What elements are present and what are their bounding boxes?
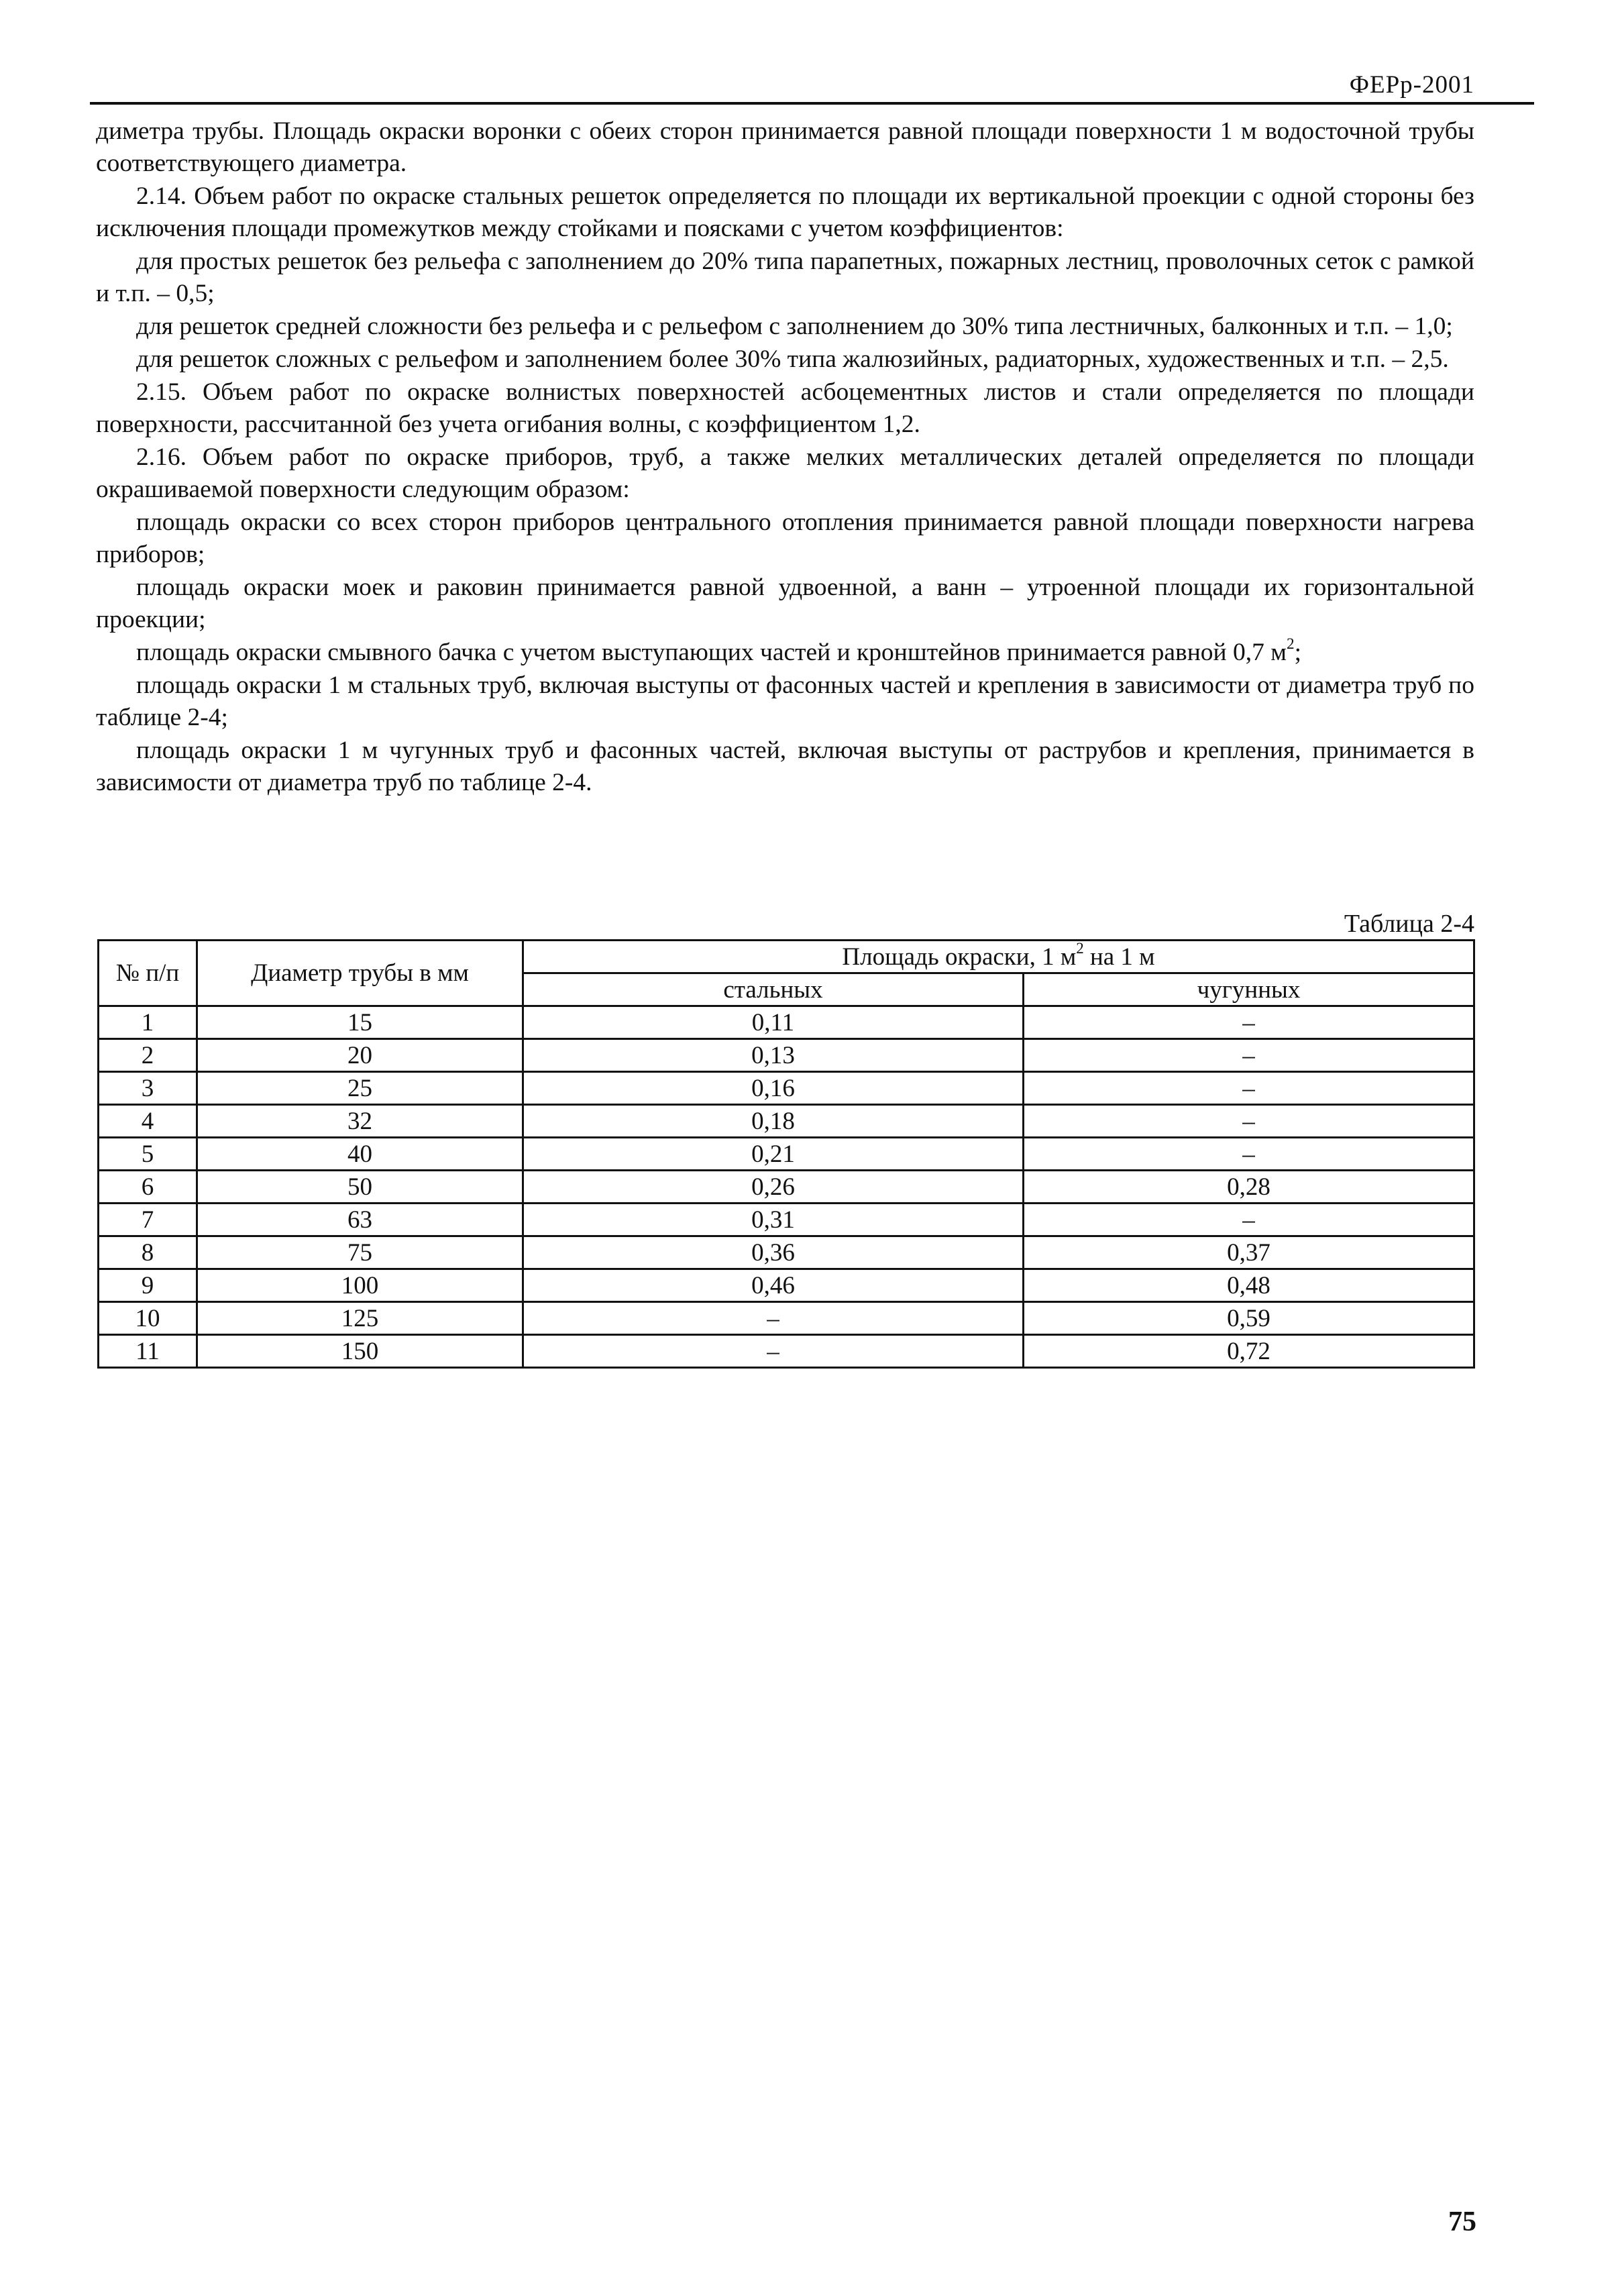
paragraph [96, 115, 1474, 180]
paint-area-table [97, 939, 1475, 1369]
cell-steel: 0,11 [523, 1006, 1024, 1039]
table-row [99, 1335, 1474, 1368]
paragraph-text: диметра трубы. Площадь окраски воронки с обеих сторон принимается равной площади поверхности 1 м водосточной трубы соответствующего диаметра. [96, 117, 1474, 177]
body-text [96, 115, 1474, 800]
cell-cast-iron: 0,59 [1024, 1302, 1474, 1335]
table-row [99, 1006, 1474, 1039]
cell-number: 7 [99, 1204, 197, 1236]
cell-cast-iron: 0,37 [1024, 1236, 1474, 1269]
cell-number: 8 [99, 1236, 197, 1269]
paragraph-text: 2.15. Объем работ по окраске волнистых поверхностей асбоцементных листов и стали определяется по площади поверхности, рассчитанной без учета огибания волны, с коэффициентом 1,2. [96, 378, 1474, 438]
paragraph-text: для решеток средней сложности без рельефа и с рельефом с заполнением до 30% типа лестничных, балконных и т.п. – 1,0; [136, 313, 1453, 340]
col-header-cast-iron: чугунных [1024, 973, 1474, 1006]
table-caption: Таблица 2-4 [1344, 910, 1474, 938]
cell-diameter: 100 [197, 1269, 523, 1302]
cell-number: 3 [99, 1072, 197, 1105]
header-rule [90, 102, 1534, 105]
cell-diameter: 40 [197, 1138, 523, 1171]
paragraph-text: для решеток сложных с рельефом и заполнением более 30% типа жалюзийных, радиаторных, художественных и т.п. – 2,5. [136, 345, 1449, 373]
cell-diameter: 25 [197, 1072, 523, 1105]
paint-area-sup: 2 [1076, 939, 1084, 957]
cell-cast-iron: 0,28 [1024, 1171, 1474, 1204]
cell-diameter: 15 [197, 1006, 523, 1039]
paragraph [96, 735, 1474, 799]
cell-diameter: 20 [197, 1039, 523, 1072]
col-header-number: № п/п [99, 941, 197, 1006]
table-row [99, 1269, 1474, 1302]
cell-number: 11 [99, 1335, 197, 1368]
paragraph-text: 2.14. Объем работ по окраске стальных решеток определяется по площади их вертикальной проекции с одной стороны без исключения площади промежутков между стойками и поясками с учетом коэффициентов: [96, 182, 1474, 242]
cell-steel: 0,16 [523, 1072, 1024, 1105]
cell-number: 9 [99, 1269, 197, 1302]
cell-cast-iron: – [1024, 1138, 1474, 1171]
cell-steel: 0,21 [523, 1138, 1024, 1171]
cell-steel: 0,31 [523, 1204, 1024, 1236]
cell-diameter: 50 [197, 1171, 523, 1204]
paint-area-suffix: на 1 м [1083, 943, 1155, 971]
cell-cast-iron: – [1024, 1204, 1474, 1236]
cell-steel: – [523, 1335, 1024, 1368]
paragraph-text: площадь окраски 1 м стальных труб, включая выступы от фасонных частей и крепления в зависимости от диаметра труб по таблице 2-4; [96, 672, 1474, 731]
cell-cast-iron: – [1024, 1072, 1474, 1105]
cell-number: 2 [99, 1039, 197, 1072]
paint-area-prefix: Площадь окраски, 1 м [842, 943, 1077, 971]
table-body [99, 1006, 1474, 1368]
paragraph [96, 376, 1474, 441]
paragraph-text: площадь окраски смывного бачка с учетом выступающих частей и кронштейнов принимается равной 0,7 м [136, 639, 1287, 666]
table-row [99, 1236, 1474, 1269]
cell-number: 1 [99, 1006, 197, 1039]
paragraph [96, 441, 1474, 506]
paragraph [96, 637, 1474, 669]
document-code: ФЕРр-2001 [1349, 71, 1474, 99]
paragraph-text: площадь окраски со всех сторон приборов центрального отопления принимается равной площади поверхности нагрева приборов; [96, 509, 1474, 568]
paragraph [96, 246, 1474, 310]
cell-diameter: 63 [197, 1204, 523, 1236]
cell-steel: 0,26 [523, 1171, 1024, 1204]
paragraph [96, 506, 1474, 571]
cell-cast-iron: – [1024, 1039, 1474, 1072]
cell-number: 10 [99, 1302, 197, 1335]
col-header-diameter: Диаметр трубы в мм [197, 941, 523, 1006]
cell-number: 5 [99, 1138, 197, 1171]
cell-diameter: 150 [197, 1335, 523, 1368]
cell-number: 4 [99, 1105, 197, 1138]
table-row [99, 1138, 1474, 1171]
page-number: 75 [1448, 2206, 1476, 2237]
table-row [99, 1105, 1474, 1138]
paragraph [96, 670, 1474, 734]
paragraph [96, 180, 1474, 245]
cell-cast-iron: – [1024, 1006, 1474, 1039]
paragraph [96, 343, 1474, 376]
paragraph-text: площадь окраски моек и раковин принимается равной удвоенной, а ванн – утроенной площади их горизонтальной проекции; [96, 574, 1474, 633]
cell-steel: 0,36 [523, 1236, 1024, 1269]
cell-steel: – [523, 1302, 1024, 1335]
cell-number: 6 [99, 1171, 197, 1204]
paragraph [96, 311, 1474, 343]
table-row [99, 1302, 1474, 1335]
cell-steel: 0,46 [523, 1269, 1024, 1302]
paragraph [96, 572, 1474, 636]
table-row [99, 1204, 1474, 1236]
cell-diameter: 75 [197, 1236, 523, 1269]
col-header-steel: стальных [523, 973, 1024, 1006]
paragraph-superscript: 2 [1286, 635, 1295, 653]
cell-steel: 0,13 [523, 1039, 1024, 1072]
cell-steel: 0,18 [523, 1105, 1024, 1138]
paragraph-text: для простых решеток без рельефа с заполнением до 20% типа парапетных, пожарных лестниц, проволочных сеток с рамкой и т.п. – 0,5; [96, 248, 1474, 307]
table-row [99, 1039, 1474, 1072]
cell-diameter: 32 [197, 1105, 523, 1138]
cell-diameter: 125 [197, 1302, 523, 1335]
col-header-paint-area [523, 941, 1474, 973]
paragraph-tail: ; [1294, 639, 1302, 666]
paragraph-text: площадь окраски 1 м чугунных труб и фасонных частей, включая выступы от раструбов и крепления, принимается в зависимости от диаметра труб по таблице 2-4. [96, 737, 1474, 796]
cell-cast-iron: – [1024, 1105, 1474, 1138]
table-row [99, 1171, 1474, 1204]
paragraph-text: 2.16. Объем работ по окраске приборов, труб, а также мелких металлических деталей определяется по площади окрашиваемой поверхности следующим образом: [96, 443, 1474, 503]
cell-cast-iron: 0,72 [1024, 1335, 1474, 1368]
table-row [99, 1072, 1474, 1105]
cell-cast-iron: 0,48 [1024, 1269, 1474, 1302]
